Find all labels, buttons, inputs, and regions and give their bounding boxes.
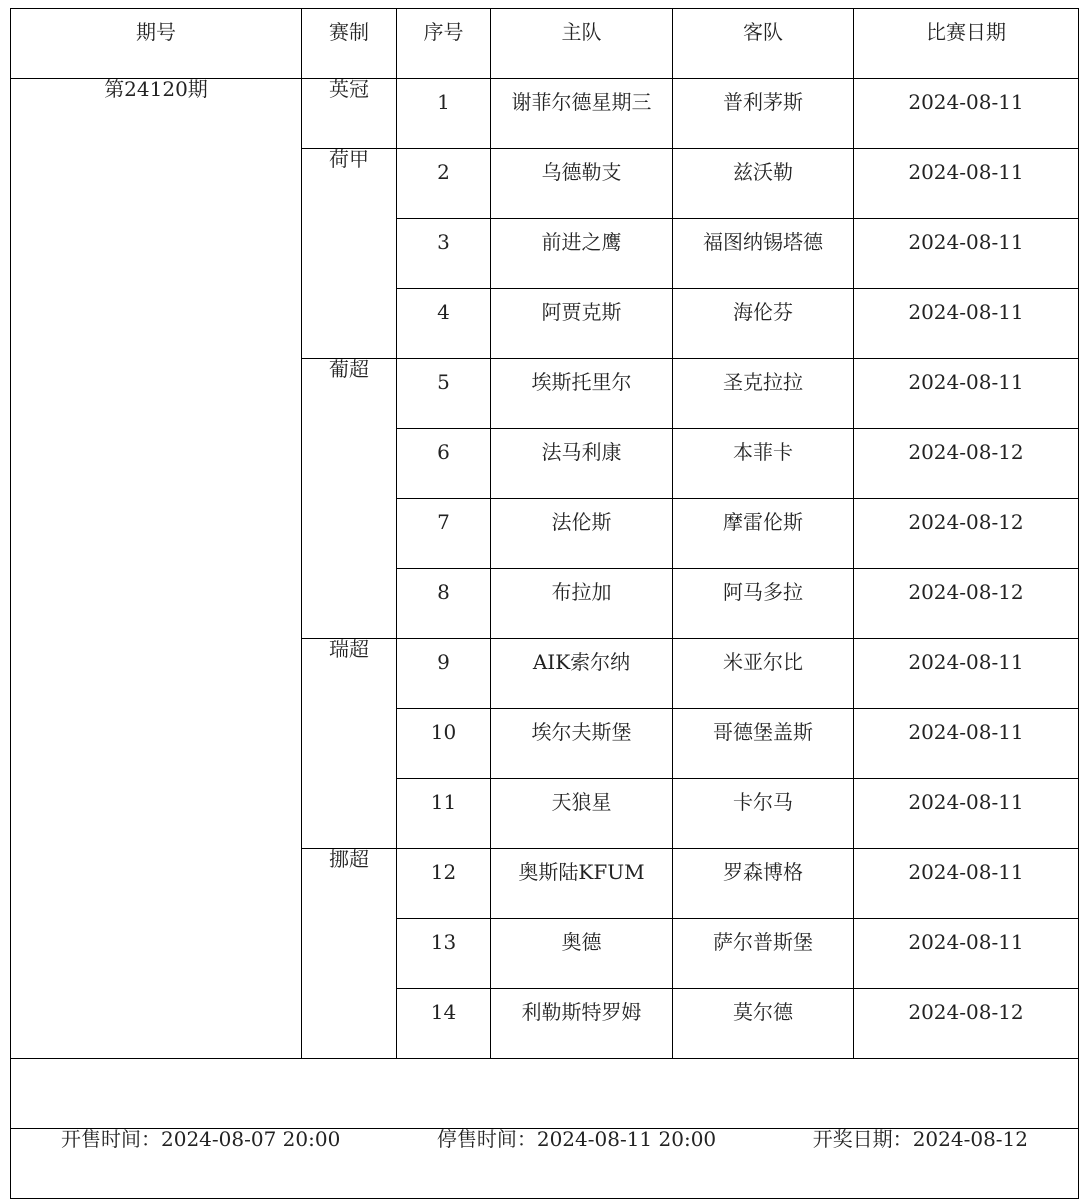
home-team-cell: 阿贾克斯 [491, 289, 673, 359]
date-cell: 2024-08-11 [854, 149, 1079, 219]
away-team-cell: 海伦芬 [673, 289, 854, 359]
seq-cell: 14 [397, 989, 491, 1059]
sale-start-value: 2024-08-07 20:00 [161, 1127, 341, 1151]
seq-cell: 11 [397, 779, 491, 849]
away-team-cell: 哥德堡盖斯 [673, 709, 854, 779]
date-cell: 2024-08-12 [854, 569, 1079, 639]
seq-cell: 6 [397, 429, 491, 499]
cut-off-text-line [20, 1180, 1060, 1187]
seq-cell: 5 [397, 359, 491, 429]
sale-start-label: 开售时间： [61, 1127, 161, 1151]
date-cell: 2024-08-12 [854, 499, 1079, 569]
seq-cell: 10 [397, 709, 491, 779]
seq-cell: 4 [397, 289, 491, 359]
home-team-cell: 埃斯托里尔 [491, 359, 673, 429]
away-team-cell: 圣克拉拉 [673, 359, 854, 429]
home-team-cell: 法伦斯 [491, 499, 673, 569]
blank-cell [11, 1059, 1079, 1129]
league-cell: 瑞超 [302, 639, 397, 849]
home-team-cell: 法马利康 [491, 429, 673, 499]
date-cell: 2024-08-11 [854, 919, 1079, 989]
date-cell: 2024-08-12 [854, 989, 1079, 1059]
seq-cell: 3 [397, 219, 491, 289]
home-team-cell: 谢菲尔德星期三 [491, 79, 673, 149]
footer-cell [11, 1129, 1079, 1199]
home-team-cell: 奥斯陆KFUM [491, 849, 673, 919]
seq-cell: 2 [397, 149, 491, 219]
seq-cell: 7 [397, 499, 491, 569]
away-team-cell: 米亚尔比 [673, 639, 854, 709]
header-league: 赛制 [302, 9, 397, 79]
league-cell: 荷甲 [302, 149, 397, 359]
date-cell: 2024-08-11 [854, 709, 1079, 779]
date-cell: 2024-08-11 [854, 219, 1079, 289]
header-row [11, 9, 1079, 79]
footer-row [11, 1129, 1079, 1199]
away-team-cell: 普利茅斯 [673, 79, 854, 149]
date-cell: 2024-08-11 [854, 639, 1079, 709]
table-row [11, 79, 1079, 149]
away-team-cell: 福图纳锡塔德 [673, 219, 854, 289]
home-team-cell: 奥德 [491, 919, 673, 989]
league-cell: 葡超 [302, 359, 397, 639]
header-issue: 期号 [11, 9, 302, 79]
sale-stop-value: 2024-08-11 20:00 [536, 1127, 717, 1151]
home-team-cell: 天狼星 [491, 779, 673, 849]
seq-cell: 9 [397, 639, 491, 709]
header-match-date: 比赛日期 [854, 9, 1079, 79]
away-team-cell: 罗森博格 [673, 849, 854, 919]
date-cell: 2024-08-11 [854, 779, 1079, 849]
home-team-cell: 利勒斯特罗姆 [491, 989, 673, 1059]
date-cell: 2024-08-12 [854, 429, 1079, 499]
header-seq: 序号 [397, 9, 491, 79]
sale-stop-label: 停售时间： [436, 1127, 537, 1151]
away-team-cell: 兹沃勒 [673, 149, 854, 219]
seq-cell: 8 [397, 569, 491, 639]
date-cell: 2024-08-11 [854, 849, 1079, 919]
date-cell: 2024-08-11 [854, 79, 1079, 149]
issue-number: 第24120期 [11, 79, 302, 1059]
header-away-team: 客队 [673, 9, 854, 79]
seq-cell: 13 [397, 919, 491, 989]
home-team-cell: 布拉加 [491, 569, 673, 639]
away-team-cell: 卡尔马 [673, 779, 854, 849]
away-team-cell: 摩雷伦斯 [673, 499, 854, 569]
away-team-cell: 阿马多拉 [673, 569, 854, 639]
header-home-team: 主队 [491, 9, 673, 79]
away-team-cell: 本菲卡 [673, 429, 854, 499]
draw-date-label: 开奖日期： [812, 1127, 913, 1151]
sale-start-time [61, 1129, 340, 1149]
home-team-cell: 前进之鹰 [491, 219, 673, 289]
date-cell: 2024-08-11 [854, 289, 1079, 359]
home-team-cell: AIK索尔纳 [491, 639, 673, 709]
home-team-cell: 埃尔夫斯堡 [491, 709, 673, 779]
match-schedule-table [10, 8, 1079, 1199]
draw-date-value: 2024-08-12 [912, 1127, 1028, 1151]
sale-stop-time [437, 1129, 716, 1149]
seq-cell: 12 [397, 849, 491, 919]
draw-date [813, 1129, 1028, 1149]
footer-info [11, 1129, 1078, 1149]
league-cell: 英冠 [302, 79, 397, 149]
blank-row [11, 1059, 1079, 1129]
seq-cell: 1 [397, 79, 491, 149]
away-team-cell: 莫尔德 [673, 989, 854, 1059]
away-team-cell: 萨尔普斯堡 [673, 919, 854, 989]
home-team-cell: 乌德勒支 [491, 149, 673, 219]
league-cell: 挪超 [302, 849, 397, 1059]
date-cell: 2024-08-11 [854, 359, 1079, 429]
